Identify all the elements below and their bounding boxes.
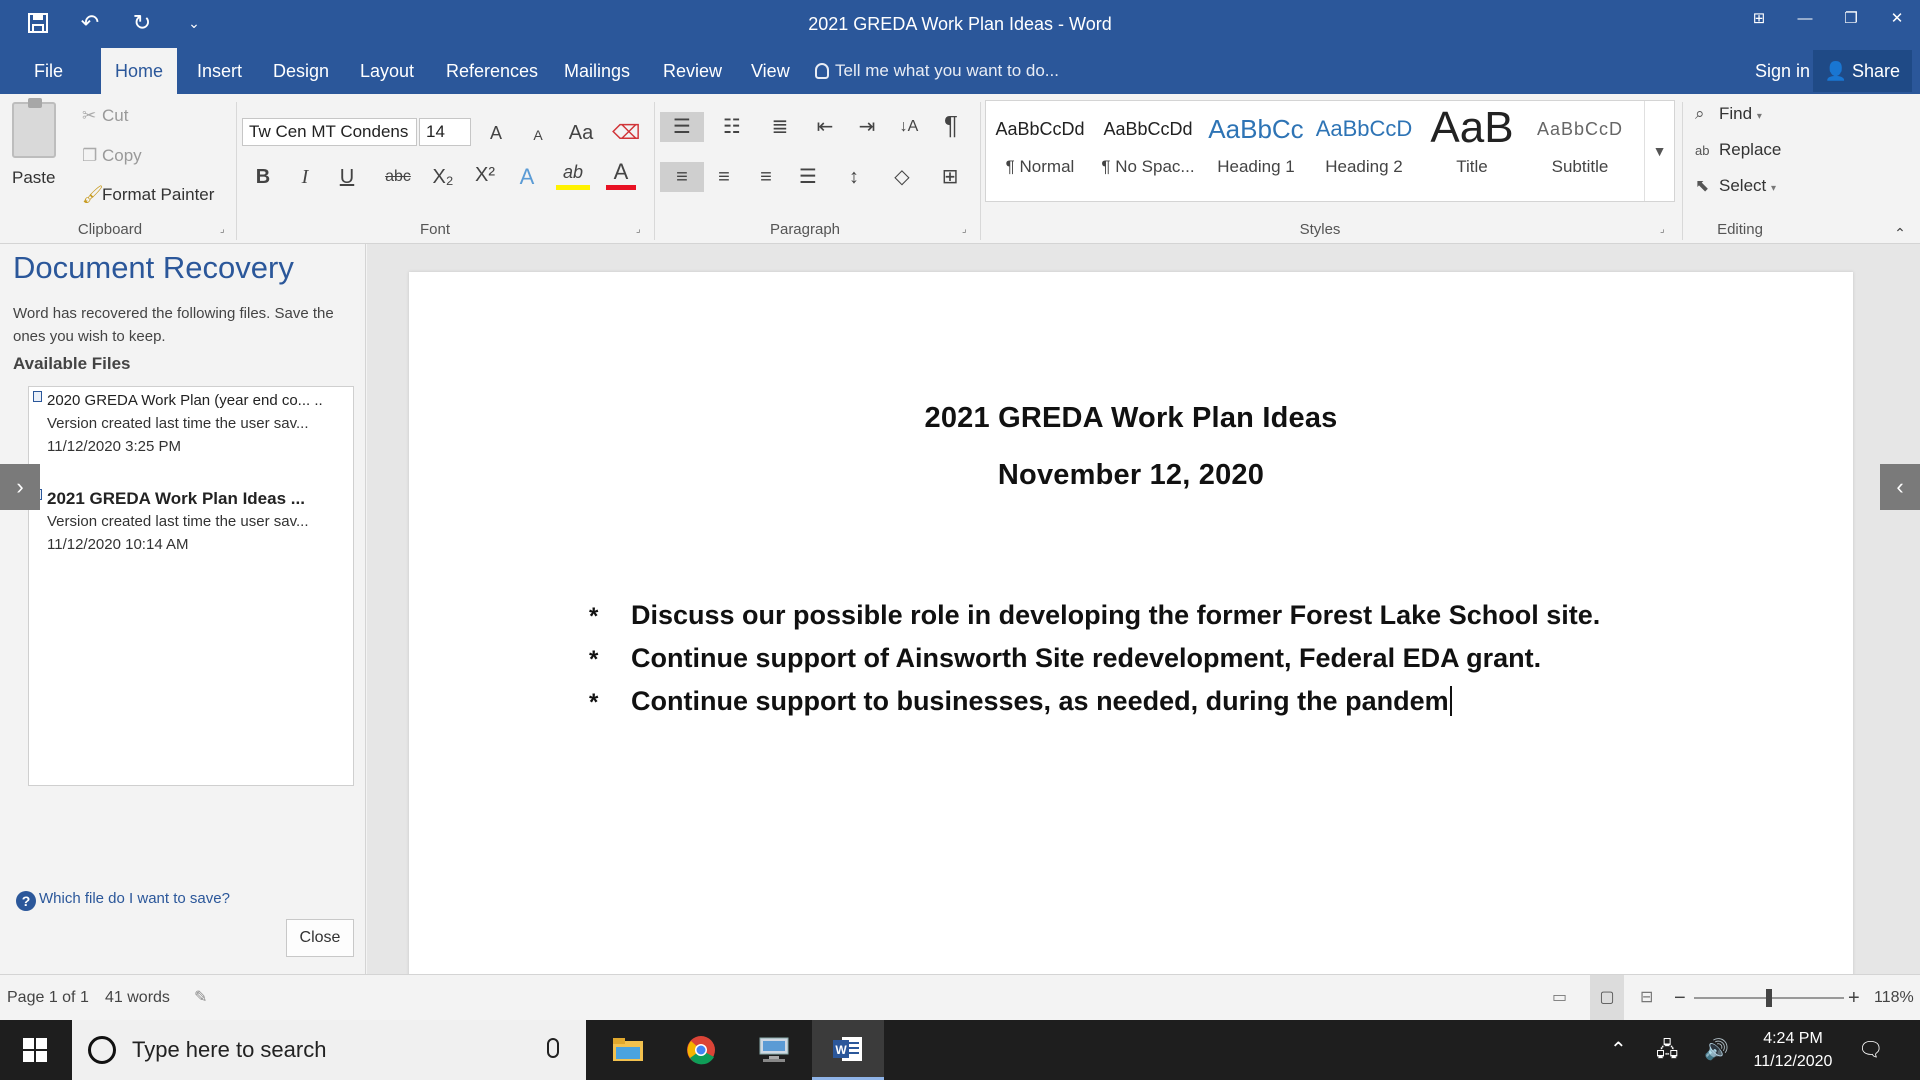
print-layout-icon[interactable]: ▢ <box>1590 975 1624 1021</box>
font-color-button[interactable]: A <box>606 160 636 190</box>
copy-icon: ❐ <box>82 146 98 165</box>
font-launcher-icon[interactable]: ⌟ <box>636 224 641 235</box>
ribbon-display-options-icon[interactable]: ⊞ <box>1752 10 1766 27</box>
redo-icon[interactable]: ↻ <box>132 10 152 35</box>
bullet-asterisk: * <box>589 646 599 673</box>
sign-in-link[interactable]: Sign in <box>1754 61 1810 81</box>
file-date: 11/12/2020 3:25 PM <box>47 438 181 455</box>
read-mode-icon[interactable]: ▭ <box>1552 989 1568 1006</box>
justify-icon[interactable]: ☰ <box>799 166 817 188</box>
divider <box>1682 102 1683 240</box>
find-button[interactable] <box>1695 104 1762 124</box>
multilevel-list-icon[interactable]: ≣ <box>771 116 789 138</box>
styles-more-icon[interactable]: ▼ <box>1644 101 1674 201</box>
recovered-file-item[interactable] <box>29 389 353 458</box>
style-normal[interactable] <box>986 101 1094 201</box>
borders-icon[interactable]: ⊞ <box>941 166 959 188</box>
align-left-icon[interactable]: ≡ <box>660 162 704 192</box>
increase-indent-icon[interactable]: ⇥ <box>858 116 876 138</box>
title-bar <box>0 0 1920 48</box>
taskbar-search-box[interactable] <box>72 1020 586 1080</box>
lightbulb-icon <box>815 63 829 79</box>
copy-button[interactable] <box>82 146 142 166</box>
text-cursor <box>1450 686 1452 716</box>
find-label: Find <box>1719 104 1753 123</box>
tab-mailings[interactable]: Mailings <box>564 61 631 81</box>
align-center-icon[interactable]: ≡ <box>718 166 730 188</box>
styles-gallery <box>985 100 1675 202</box>
strikethrough-button[interactable]: abc <box>385 168 411 185</box>
clipboard-icon <box>12 102 56 158</box>
shrink-font-button[interactable]: A <box>533 127 543 143</box>
doc-date: November 12, 2020 <box>997 459 1265 491</box>
style-name: Title <box>1456 157 1488 176</box>
recovered-file-item[interactable] <box>29 487 353 556</box>
style-heading-1[interactable] <box>1202 101 1310 201</box>
microphone-icon[interactable] <box>547 1038 559 1058</box>
align-right-icon[interactable]: ≡ <box>760 166 772 188</box>
tab-view[interactable]: View <box>751 61 790 81</box>
document-recovery-pane <box>0 244 366 974</box>
ribbon-tabs <box>0 48 1920 94</box>
change-case-button[interactable]: Aa <box>568 122 594 144</box>
web-layout-icon[interactable]: ⊟ <box>1640 989 1654 1006</box>
show-hidden-icons-chevron-up-icon[interactable]: ⌃ <box>1610 1039 1627 1061</box>
start-button[interactable] <box>0 1020 70 1080</box>
collapse-ribbon-icon[interactable]: ⌃ <box>1894 225 1906 241</box>
zoom-slider-thumb[interactable] <box>1766 989 1772 1007</box>
bold-button[interactable]: B <box>255 166 271 188</box>
select-button[interactable] <box>1695 176 1776 196</box>
numbering-icon[interactable]: ☷ <box>723 116 741 138</box>
tab-insert[interactable]: Insert <box>197 61 243 81</box>
help-icon: ? <box>16 891 36 911</box>
replace-button[interactable] <box>1695 140 1781 160</box>
doc-title: 2021 GREDA Work Plan Ideas <box>924 402 1338 434</box>
network-icon[interactable]: 🖧 <box>1656 1039 1679 1061</box>
search-placeholder: Type here to search <box>132 1037 327 1062</box>
superscript-button[interactable]: X² <box>475 164 495 186</box>
clock-time: 4:24 PM <box>1763 1030 1823 1047</box>
tab-design[interactable]: Design <box>273 61 330 81</box>
taskbar <box>0 1020 1920 1080</box>
format-painter-label: Format Painter <box>102 185 215 204</box>
underline-button[interactable]: U <box>339 166 355 188</box>
expand-pane-chevron-right-icon[interactable]: › <box>0 464 40 510</box>
clock-date: 11/12/2020 <box>1753 1053 1833 1070</box>
style-name: ¶ No Spac... <box>1101 157 1195 176</box>
ribbon <box>0 94 1920 244</box>
tab-references[interactable]: References <box>446 61 539 81</box>
taskbar-clock[interactable] <box>1738 1027 1848 1073</box>
style-preview: AaBbCc <box>1208 114 1304 144</box>
font-size-combo[interactable]: 14 <box>419 118 471 146</box>
style-preview: AaBbCcDd <box>995 119 1085 139</box>
sort-icon[interactable]: ↓A <box>899 118 919 135</box>
window-title: 2021 GREDA Work Plan Ideas - Word <box>808 14 1112 34</box>
style-subtitle[interactable] <box>1526 101 1634 201</box>
paste-button[interactable] <box>12 102 62 188</box>
customize-qat-icon[interactable]: ⌄ <box>188 14 200 31</box>
styles-launcher-icon[interactable]: ⌟ <box>1660 224 1665 235</box>
cursor-arrow-icon: ⬉ <box>1695 176 1710 195</box>
italic-button[interactable]: I <box>301 166 309 188</box>
style-preview: AaBbCcD <box>1315 116 1413 141</box>
cut-button[interactable] <box>82 106 128 126</box>
recovery-title: Document Recovery <box>13 250 294 285</box>
recovered-files-list <box>28 386 354 786</box>
format-painter-button[interactable] <box>82 185 214 205</box>
help-text: Which file do I want to save? <box>39 890 230 907</box>
select-label: Select <box>1719 176 1767 195</box>
chrome-icon[interactable] <box>665 1020 737 1080</box>
person-icon: 👤 <box>1824 61 1847 81</box>
shading-icon[interactable]: ◇ <box>894 166 910 188</box>
paragraph-launcher-icon[interactable]: ⌟ <box>962 224 967 235</box>
close-window-button[interactable]: ✕ <box>1890 10 1904 27</box>
bullets-icon[interactable]: ☰ <box>660 112 704 142</box>
volume-icon[interactable]: 🔊 <box>1704 1039 1729 1061</box>
style-title[interactable] <box>1418 101 1526 201</box>
clipboard-group-label: Clipboard <box>77 221 143 238</box>
bullet-item <box>589 643 1789 674</box>
cut-label: Cut <box>102 106 129 125</box>
divider <box>980 102 981 240</box>
tell-me-text: Tell me what you want to do... <box>835 61 1059 80</box>
file-detail: Version created last time the user sav... <box>47 513 309 530</box>
chevron-down-icon: ▾ <box>1756 111 1762 122</box>
tab-layout[interactable]: Layout <box>360 61 415 81</box>
highlight-button[interactable]: ab <box>556 160 590 190</box>
bullet-text: Continue support of Ainsworth Site redevelopment, Federal EDA grant. <box>631 643 1542 673</box>
which-file-help-link[interactable] <box>16 890 230 911</box>
bullet-item <box>589 686 1789 717</box>
restore-button[interactable]: ❐ <box>1844 10 1858 27</box>
scissors-icon: ✂ <box>82 106 97 125</box>
style-preview: AaB <box>1430 103 1514 152</box>
recovery-description: Word has recovered the following files. Save the ones you wish to keep. <box>13 305 334 345</box>
font-name-combo[interactable]: Tw Cen MT Condens <box>242 118 417 146</box>
editing-group-label: Editing <box>1717 221 1763 238</box>
subscript-button[interactable]: X₂ <box>432 166 454 188</box>
replace-icon: ab <box>1695 143 1710 158</box>
file-name: 2021 GREDA Work Plan Ideas ... <box>47 489 305 508</box>
chevron-down-icon: ▾ <box>1770 183 1777 194</box>
style-no-spacing[interactable] <box>1094 101 1202 201</box>
document-area <box>367 244 1920 974</box>
windows-icon <box>23 1038 47 1062</box>
file-explorer-icon[interactable] <box>592 1020 664 1080</box>
network-drive-icon[interactable] <box>738 1020 810 1080</box>
clear-formatting-icon[interactable]: ⌫ <box>612 122 641 144</box>
word-taskbar-icon[interactable] <box>812 1020 884 1080</box>
zoom-level[interactable]: 118% <box>1874 989 1914 1006</box>
clipboard-launcher-icon[interactable]: ⌟ <box>220 224 225 235</box>
tab-home[interactable]: Home <box>101 48 177 94</box>
bullet-text: Discuss our possible role in developing the former Forest Lake School site. <box>631 600 1601 630</box>
paragraph-group-label: Paragraph <box>769 221 841 238</box>
copy-label: Copy <box>102 146 142 165</box>
font-group-label: Font <box>419 221 450 238</box>
window-controls <box>1736 0 1920 40</box>
replace-label: Replace <box>1719 140 1782 159</box>
available-files-heading: Available Files <box>13 354 131 373</box>
undo-icon[interactable]: ↶ <box>80 10 100 35</box>
style-name: Subtitle <box>1551 157 1609 176</box>
proofing-icon[interactable]: ✎ <box>194 989 208 1006</box>
tab-file[interactable]: File <box>34 61 64 81</box>
close-recovery-button[interactable]: Close <box>286 919 354 957</box>
style-heading-2[interactable] <box>1310 101 1418 201</box>
document-page[interactable] <box>409 272 1853 974</box>
style-name: Heading 1 <box>1217 157 1295 176</box>
bullet-asterisk: * <box>589 689 599 716</box>
zoom-out-icon[interactable]: − <box>1674 987 1686 1009</box>
grow-font-button[interactable]: A <box>489 123 502 143</box>
chevron-left-icon[interactable]: ‹ <box>1880 464 1920 510</box>
file-detail: Version created last time the user sav... <box>47 415 309 432</box>
bullet-item <box>589 600 1789 631</box>
bullet-asterisk: * <box>589 603 599 630</box>
file-name: 2020 GREDA Work Plan (year end co... .. <box>47 392 323 409</box>
bullet-text: Continue support to businesses, as needed, during the pandem <box>631 686 1449 716</box>
file-date: 11/12/2020 10:14 AM <box>47 536 189 553</box>
text-effects-button[interactable]: A <box>519 164 535 189</box>
divider <box>654 102 655 240</box>
page-count[interactable]: Page 1 of 1 <box>7 989 89 1006</box>
notifications-icon[interactable]: 🗨 <box>1858 1039 1884 1061</box>
paintbrush-icon: 🖌 <box>82 185 104 204</box>
line-spacing-icon[interactable]: ↕ <box>849 166 859 188</box>
share-button[interactable] <box>1813 50 1912 92</box>
decrease-indent-icon[interactable]: ⇤ <box>816 116 834 138</box>
style-preview: AaBbCcD <box>1536 119 1624 139</box>
style-name: Heading 2 <box>1325 157 1403 176</box>
search-icon: ⌕ <box>1695 104 1705 123</box>
status-bar <box>0 974 1920 1020</box>
cortana-icon <box>88 1036 116 1064</box>
svg-text:W: W <box>835 1042 847 1057</box>
paste-label: Paste <box>12 168 56 187</box>
document-icon <box>33 391 42 402</box>
show-marks-icon[interactable]: ¶ <box>944 110 958 140</box>
styles-group-label: Styles <box>1299 221 1341 238</box>
tell-me-box[interactable] <box>815 48 1059 94</box>
style-preview: AaBbCcDd <box>1103 119 1193 139</box>
divider <box>236 102 237 240</box>
word-count[interactable]: 41 words <box>105 989 170 1006</box>
style-name: ¶ Normal <box>1005 157 1075 176</box>
minimize-button[interactable]: — <box>1797 9 1813 27</box>
zoom-in-icon[interactable]: + <box>1848 987 1860 1009</box>
share-label: Share <box>1851 61 1900 81</box>
tab-review[interactable]: Review <box>663 61 723 81</box>
